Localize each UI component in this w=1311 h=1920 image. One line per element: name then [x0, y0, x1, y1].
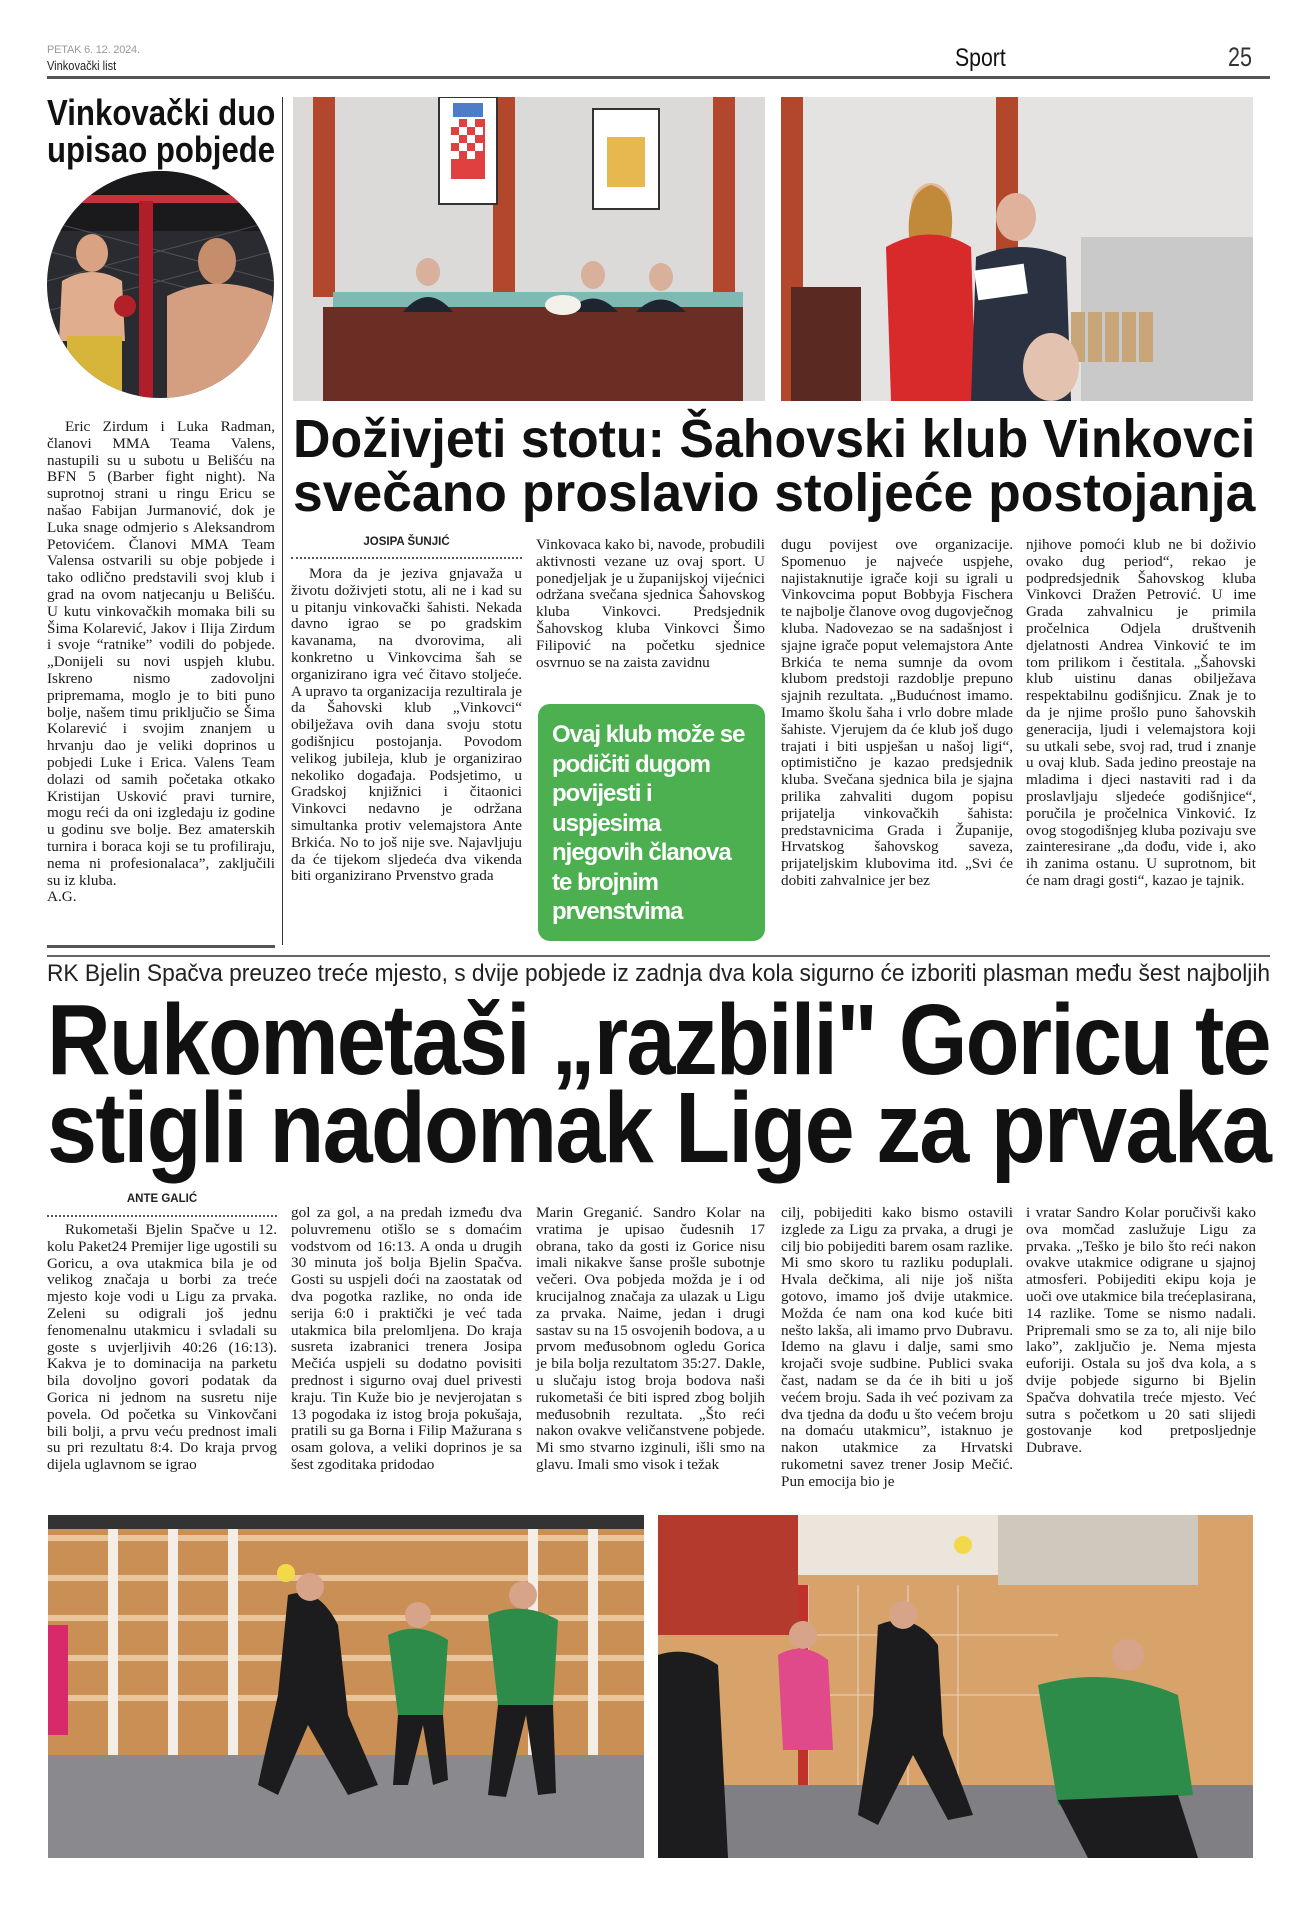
handball-column-5 — [1026, 1205, 1256, 1457]
mma-headline-line: upisao pobjede — [47, 129, 276, 170]
chess-byline-rule — [291, 557, 522, 559]
mma-paragraph: Eric Zirdum i Luka Radman, članovi MMA Teama Valens, nastupili su u subotu u Belišću na BFN 5 (Barber fight night). Na suprotnoj strani u ringu Ericu se našao Fabijan Jurmanović, dok je Luka snage odmjerio s Aleksandrom Petovićem. Članovi MMA Team Valensa ostvarili su obje pobjede i tako odlično predstavili svoj klub i grad na ovom natjecanju u Belišću. U kutu vinkovačkih momaka bili su Šima Kolarević, Jakov i Ilija Zirdum i svoje “ratnike” vodili do pobjede. „Donijeli su novi uspjeh klubu. Iskreno nismo zadovoljni pripremama, moglo je to biti puno bolje, našem timu priključio se Šima Kolarević i svojim znanjem u hrvanju dao je veliki doprinos u pobjedi Luke i Erica. Valens Team dolazi od samih početaka otkako Kristijan Usković pravi turnire, mogu reći da oni izgledaju iz godine u godinu sve bolje. Bez amaterskih turnira i boraca koji se tu profiliraju, nema ni profesionalaca”, zaključili su iz kluba. — [47, 418, 275, 889]
chess-pull-quote: Ovaj klub može se podičiti dugom povijesti i uspjesima njegovih članova te brojnim prvenstvima — [538, 704, 765, 941]
handball-byline: ANTE GALIĆ — [126, 1193, 198, 1205]
handball-paragraph: Marin Greganić. Sandro Kolar na vratima je upisao čudesnih 17 obrana, tako da gosti iz Gorice nisu imali nikakve šanse prošle subotnje večeri. Ova pobjeda možda je i od krucijalnog značaja za ulazak u Ligu za prvaka. Naime, jedan i drugi sastav su na 15 osvojenih bodova, a u prvom međusobnom ogledu Gorica je bila bolja rezultatom 35:27. Dakle, u slučaju istog broja bodova naši rukometaši će biti ispred zbog boljih međusobnih rezultata. „Što reći nakon ovakve veličanstvene pobjede. Mi smo stvarno izginuli, išli smo na glavu. Imali smo visok i težak — [536, 1204, 765, 1473]
handball-action-photo-2 — [658, 1515, 1253, 1858]
handball-paragraph: cilj, pobijediti kako bismo ostavili izglede za Ligu za prvaka, a drugi je cilj bio pobijediti barem osam razlike. Mi smo skoro tu razliku poduplali. Hvala dečkima, ali nije još ništa gotovo, imamo još dvije utakmice. Možda će nam ona kod kuće biti nešto lakša, ali imamo prvo Dubravu. Idemo na glavu i dalje, sami smo krojači svoje sudbine. Publici svaka čast, nadam se da će ih biti u još većem broju. Sada ih već pozivam za dva tjedna da dođu u što većem broju na domaću utakmicu”, istaknuo je nakon utakmice za Hrvatski rukometni savez trener Josip Mečić. Pun emocija bio je — [781, 1204, 1013, 1490]
mma-signature: A.G. — [47, 888, 77, 906]
chess-column-4 — [1026, 537, 1256, 890]
mma-fighters-photo — [47, 171, 274, 398]
handball-byline-rule — [47, 1215, 277, 1217]
section-title: Sport — [955, 44, 1006, 72]
handball-action-photo-1 — [48, 1515, 644, 1858]
chess-headline-line: Doživjeti stotu: Šahovski klub Vinkovci — [293, 409, 1256, 469]
section-rule — [47, 955, 1270, 957]
mma-bottom-rule — [47, 945, 275, 948]
chess-headline-line: svečano proslavio stoljeće postojanja — [293, 463, 1256, 523]
handball-headline-line: Rukometaši „razbili" Goricu te — [47, 984, 1270, 1096]
handball-column-1 — [47, 1222, 277, 1474]
header-rule — [47, 76, 1270, 79]
handball-paragraph: Rukometaši Bjelin Spačve u 12. kolu Paket24 Premijer lige ugostili su Goricu, a ova utakmica bila je od velikog značaja u borbi za treće mjesto koje vodi u Ligu za prvaka. Zeleni su odigrali još jednu fenomenalnu utakmicu i svladali su goste s uvjerljivih 40:26 (16:13). Kakva je to dominacija na parketu bila dovoljno govori podatak da Gorica ni jednom na susretu nije povela. Od početka su Vinkovčani bili bolji, a prvu veću prednost imali su pri rezultatu 8:4. Do kraja prvog dijela uglavnom se igrao — [47, 1221, 277, 1474]
chess-paragraph: dugu povijest ove organizacije. Spomenuo je najveće uspjehe, najistaknutije igrače koji su igrali u Vinkovcima poput Bobbyja Fischera te najbolje članove ovog dugovječnog kluba. Nadovezao se na sadašnjost i sjajne igrače poput velemajstora Ante Brkića te nema sumnje da ovom klubom predstoji razdoblje prepuno sjajnih rezultata. „Budućnost imamo. Imamo školu šaha i vrlo dobre mlade šahiste. Vjerujem da će klub još dugo trajati i biti uspješan u našoj ligi“, optimistično je kazao predsjednik kluba. Svečana sjednica bila je sjajna prilika zahvaliti dugom popisu prijatelja vinkovačkih šahista: predstavnicima Grada i Županije, Hrvatskog šahovskog saveza, prijateljskim klubovima itd. „Svi će dobiti zahvalnice jer bez — [781, 536, 1013, 889]
handball-paragraph: i vratar Sandro Kolar poručivši kako ova momčad zaslužuje Ligu za prvaka. „Teško je bilo što reći nakon ovakve utakmice odigrane u sjajnoj atmosferi. Pobijediti ekipu koja je uoči ove utakmice bila trećeplasirana, 14 razlike. Tome se nismo nadali. Pripremali smo se za to, ali nije bilo lako”, zaključio je. Nema mjesta euforiji. Ostala su još dva kola, a s dvije pobjede sigurno bi Bjelin Spačva dohvatila treće mjesto. Već sutra s početkom u 20 sati slijedi gostovanje kod pretposljednje Dubrave. — [1026, 1204, 1256, 1457]
handball-paragraph: gol za gol, a na predah između dva poluvremenu otišlo se s domaćim vodstvom od 16:13. A onda u drugih 30 minuta još bolja Bjelin Spačva. Gosti su uspjeli doći na zaostatak od dva pogotka razlike, no onda ide serija 6:0 i praktički je već tada utakmica bila prelomljena. Do kraja susreta izabranici trenera Josipa Mečića uspjeli su dodatno povisiti prednost i sigurno ovaj duel privesti kraju. Tin Kuže bio je nevjerojatan s 13 pogodaka iz istog broja pokušaja, pratili su ga Borna i Filip Mažurana s osam golova, a veliki doprinos je sa šest zgoditaka pridodao — [291, 1204, 522, 1473]
column-divider — [282, 97, 283, 945]
handball-column-4 — [781, 1205, 1013, 1491]
page-number: 25 — [1228, 42, 1253, 72]
chess-column-1 — [291, 566, 522, 885]
issue-date: PETAK 6. 12. 2024. — [47, 44, 140, 56]
mma-article-body — [47, 419, 275, 906]
chess-session-photo — [293, 97, 765, 401]
chess-award-photo — [781, 97, 1253, 401]
handball-column-3 — [536, 1205, 765, 1474]
handball-kicker-text: RK Bjelin Spačva preuzeo treće mjesto, s dvije pobjede iz zadnja dva kola sigurno će izboriti plasman među šest najboljih — [47, 960, 1271, 987]
handball-headline — [47, 984, 1271, 1184]
chess-column-3 — [781, 537, 1013, 890]
handball-column-2 — [291, 1205, 522, 1474]
chess-paragraph: Vinkovaca kako bi, navode, probudili aktivnosti vezane uz ovaj sport. U ponedjeljak je u županijskoj vijećnici održana svečana sjednica Šahovskog kluba Vinkovci. Predsjednik Šahovskog kluba Vinkovci Šimo Filipović na početku sjednice osvrnuo se na zaista zavidnu — [536, 536, 765, 671]
mma-headline-line: Vinkovački duo — [47, 92, 276, 133]
newspaper-name: Vinkovački list — [47, 58, 117, 73]
chess-column-2 — [536, 537, 765, 671]
handball-headline-line: stigli nadomak Lige za prvaka — [47, 1072, 1271, 1184]
chess-byline: JOSIPA ŠUNJIĆ — [363, 536, 450, 548]
mma-headline — [47, 94, 275, 168]
chess-paragraph: njihove pomoći klub ne bi doživio ovako dug period“, rekao je podpredsjednik Šahovskog kluba Vinkovci Dražen Petrović. U ime Grada zahvalnicu je primila pročelnica Odjela društvenih djelatnosti Andrea Vinković te im tom prilikom i čestitala. „Šahovski klub uistinu danas obilježava respektabilnu godišnjicu. Znak je to da je njime prošlo puno šahovskih generacija, ljudi i velemajstora koji su utkali sebe, svoj rad, trud i znanje u ovaj klub. Sada jedino preostaje na mladima i djeci nastaviti rad i da proslavljaju sljedeće godišnjice“, poručila je pročelnica Vinković. Iz ovog stogodišnjeg kluba pozivaju sve zainteresirane „da dođu, vide i, ako ih zanima ostanu. U suprotnom, bit će nam dragi gosti“, kazao je tajnik. — [1026, 536, 1256, 889]
chess-paragraph: Mora da je jeziva gnjavaža u životu doživjeti stotu, ali ne i kad su u pitanju vinkovački šahisti. Nekada davno igrao se po gradskim kavanama, na dvorovima, ali konkretno u Vinkovcima šah se organizirano igra već čitavo stoljeće. A upravo ta organizacija rezultirala je da Šahovski klub „Vinkovci“ obilježava ovih dana svoju stotu godišnjicu postojanja. Povodom velikog jubileja, klub je organizirao nekoliko događaja. Podsjetimo, u Gradskoj knjižnici i čitaonici Vinkovci nedavno je održana simultanka protiv velemajstora Ante Brkića. No to još nije sve. Najavljuju da će tijekom sljedeća dva vikenda biti organizirano Prvenstvo grada — [291, 565, 522, 885]
chess-headline — [293, 409, 1256, 523]
